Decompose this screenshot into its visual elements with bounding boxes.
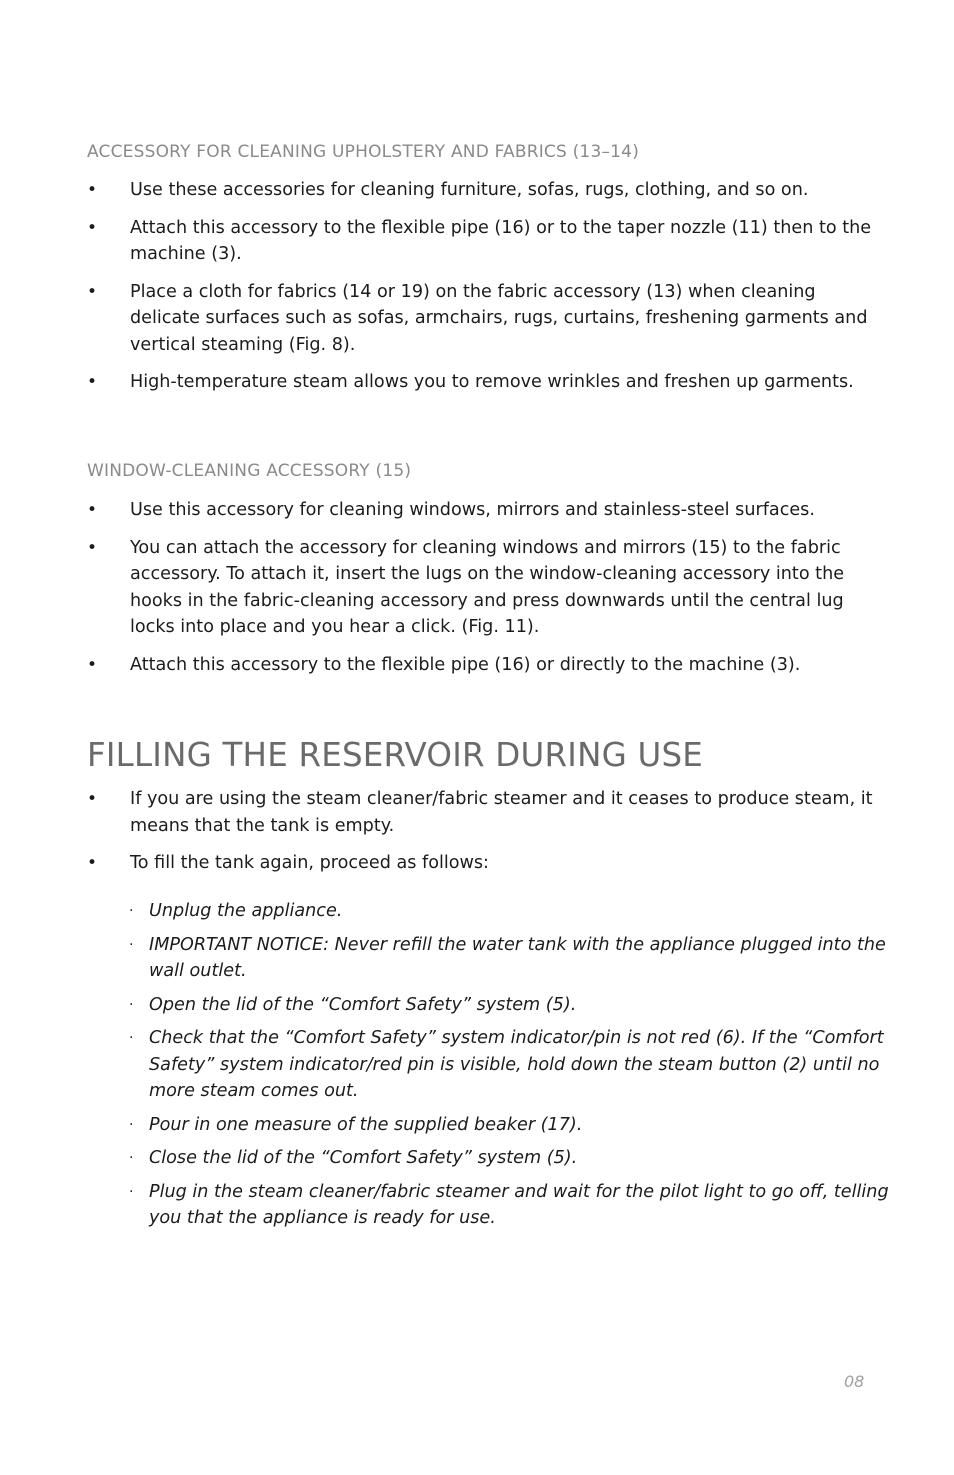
section-heading-upholstery: ACCESSORY FOR CLEANING UPHOLSTERY AND FABRICS (13–14) [87,142,640,162]
bullet-icon: • [87,180,98,200]
step-marker-icon: · [129,936,134,953]
step-marker-icon: · [129,903,134,919]
step-marker-icon: · [129,1116,134,1133]
bullet-icon: • [87,654,98,675]
step-item: · Close the lid of the “Comfort Safety” system (5). [129,1145,889,1172]
list-item: • Use these accessories for cleaning furniture, sofas, rugs, clothing, and so on. [87,177,887,204]
list-item: • Attach this accessory to the flexible pipe (16) or directly to the machine (3). [87,652,887,679]
list-item: • To fill the tank again, proceed as follows: [87,850,887,877]
window-cleaning-bullet-list [87,497,887,689]
refill-steps-list [129,898,889,1239]
step-item: · Plug in the steam cleaner/fabric steamer and wait for the pilot light to go off, telling you that the appliance is ready for use. [129,1179,889,1232]
list-item: • Place a cloth for fabrics (14 or 19) on the fabric accessory (13) when cleaning delicate surfaces such as sofas, armchairs, rugs, curtains, freshening garments and vertical steaming (Fig. 8). [87,279,887,359]
step-marker-icon: · [129,1183,134,1200]
section-title-filling-reservoir: FILLING THE RESERVOIR DURING USE [87,736,704,774]
step-marker-icon: · [129,1150,134,1166]
bullet-icon: • [87,537,98,558]
bullet-icon: • [87,500,98,520]
list-item: • Attach this accessory to the flexible pipe (16) or to the taper nozzle (11) then to the machine (3). [87,215,887,268]
upholstery-bullet-list [87,177,887,407]
list-item: • You can attach the accessory for cleaning windows and mirrors (15) to the fabric accessory. To attach it, insert the lugs on the window-cleaning accessory into the hooks in the fabric-cleaning accessory and press downwards until the central lug locks into place and you hear a click. (Fig. 11). [87,535,887,641]
bullet-icon: • [87,853,98,873]
step-item: · Check that the “Comfort Safety” system indicator/pin is not red (6). If the “Comfort Safety” system indicator/red pin is visible, hold down the steam button (2) until no more steam comes out. [129,1025,889,1105]
step-item: · IMPORTANT NOTICE: Never refill the water tank with the appliance plugged into the wall outlet. [129,932,889,985]
page-number: 08 [844,1372,865,1391]
filling-bullet-list [87,786,887,888]
bullet-icon: • [87,372,98,392]
step-marker-icon: · [129,1030,134,1046]
step-item: · Pour in one measure of the supplied beaker (17). [129,1112,889,1139]
list-item: • High-temperature steam allows you to remove wrinkles and freshen up garments. [87,369,887,396]
step-item: · Unplug the appliance. [129,898,889,925]
bullet-icon: • [87,281,98,302]
step-item: · Open the lid of the “Comfort Safety” system (5). [129,992,889,1019]
bullet-icon: • [87,789,98,809]
bullet-icon: • [87,217,98,238]
step-marker-icon: · [129,996,134,1013]
list-item: • Use this accessory for cleaning windows, mirrors and stainless-steel surfaces. [87,497,887,524]
section-heading-window-cleaning: WINDOW-CLEANING ACCESSORY (15) [87,461,412,481]
list-item: • If you are using the steam cleaner/fabric steamer and it ceases to produce steam, it means that the tank is empty. [87,786,887,839]
